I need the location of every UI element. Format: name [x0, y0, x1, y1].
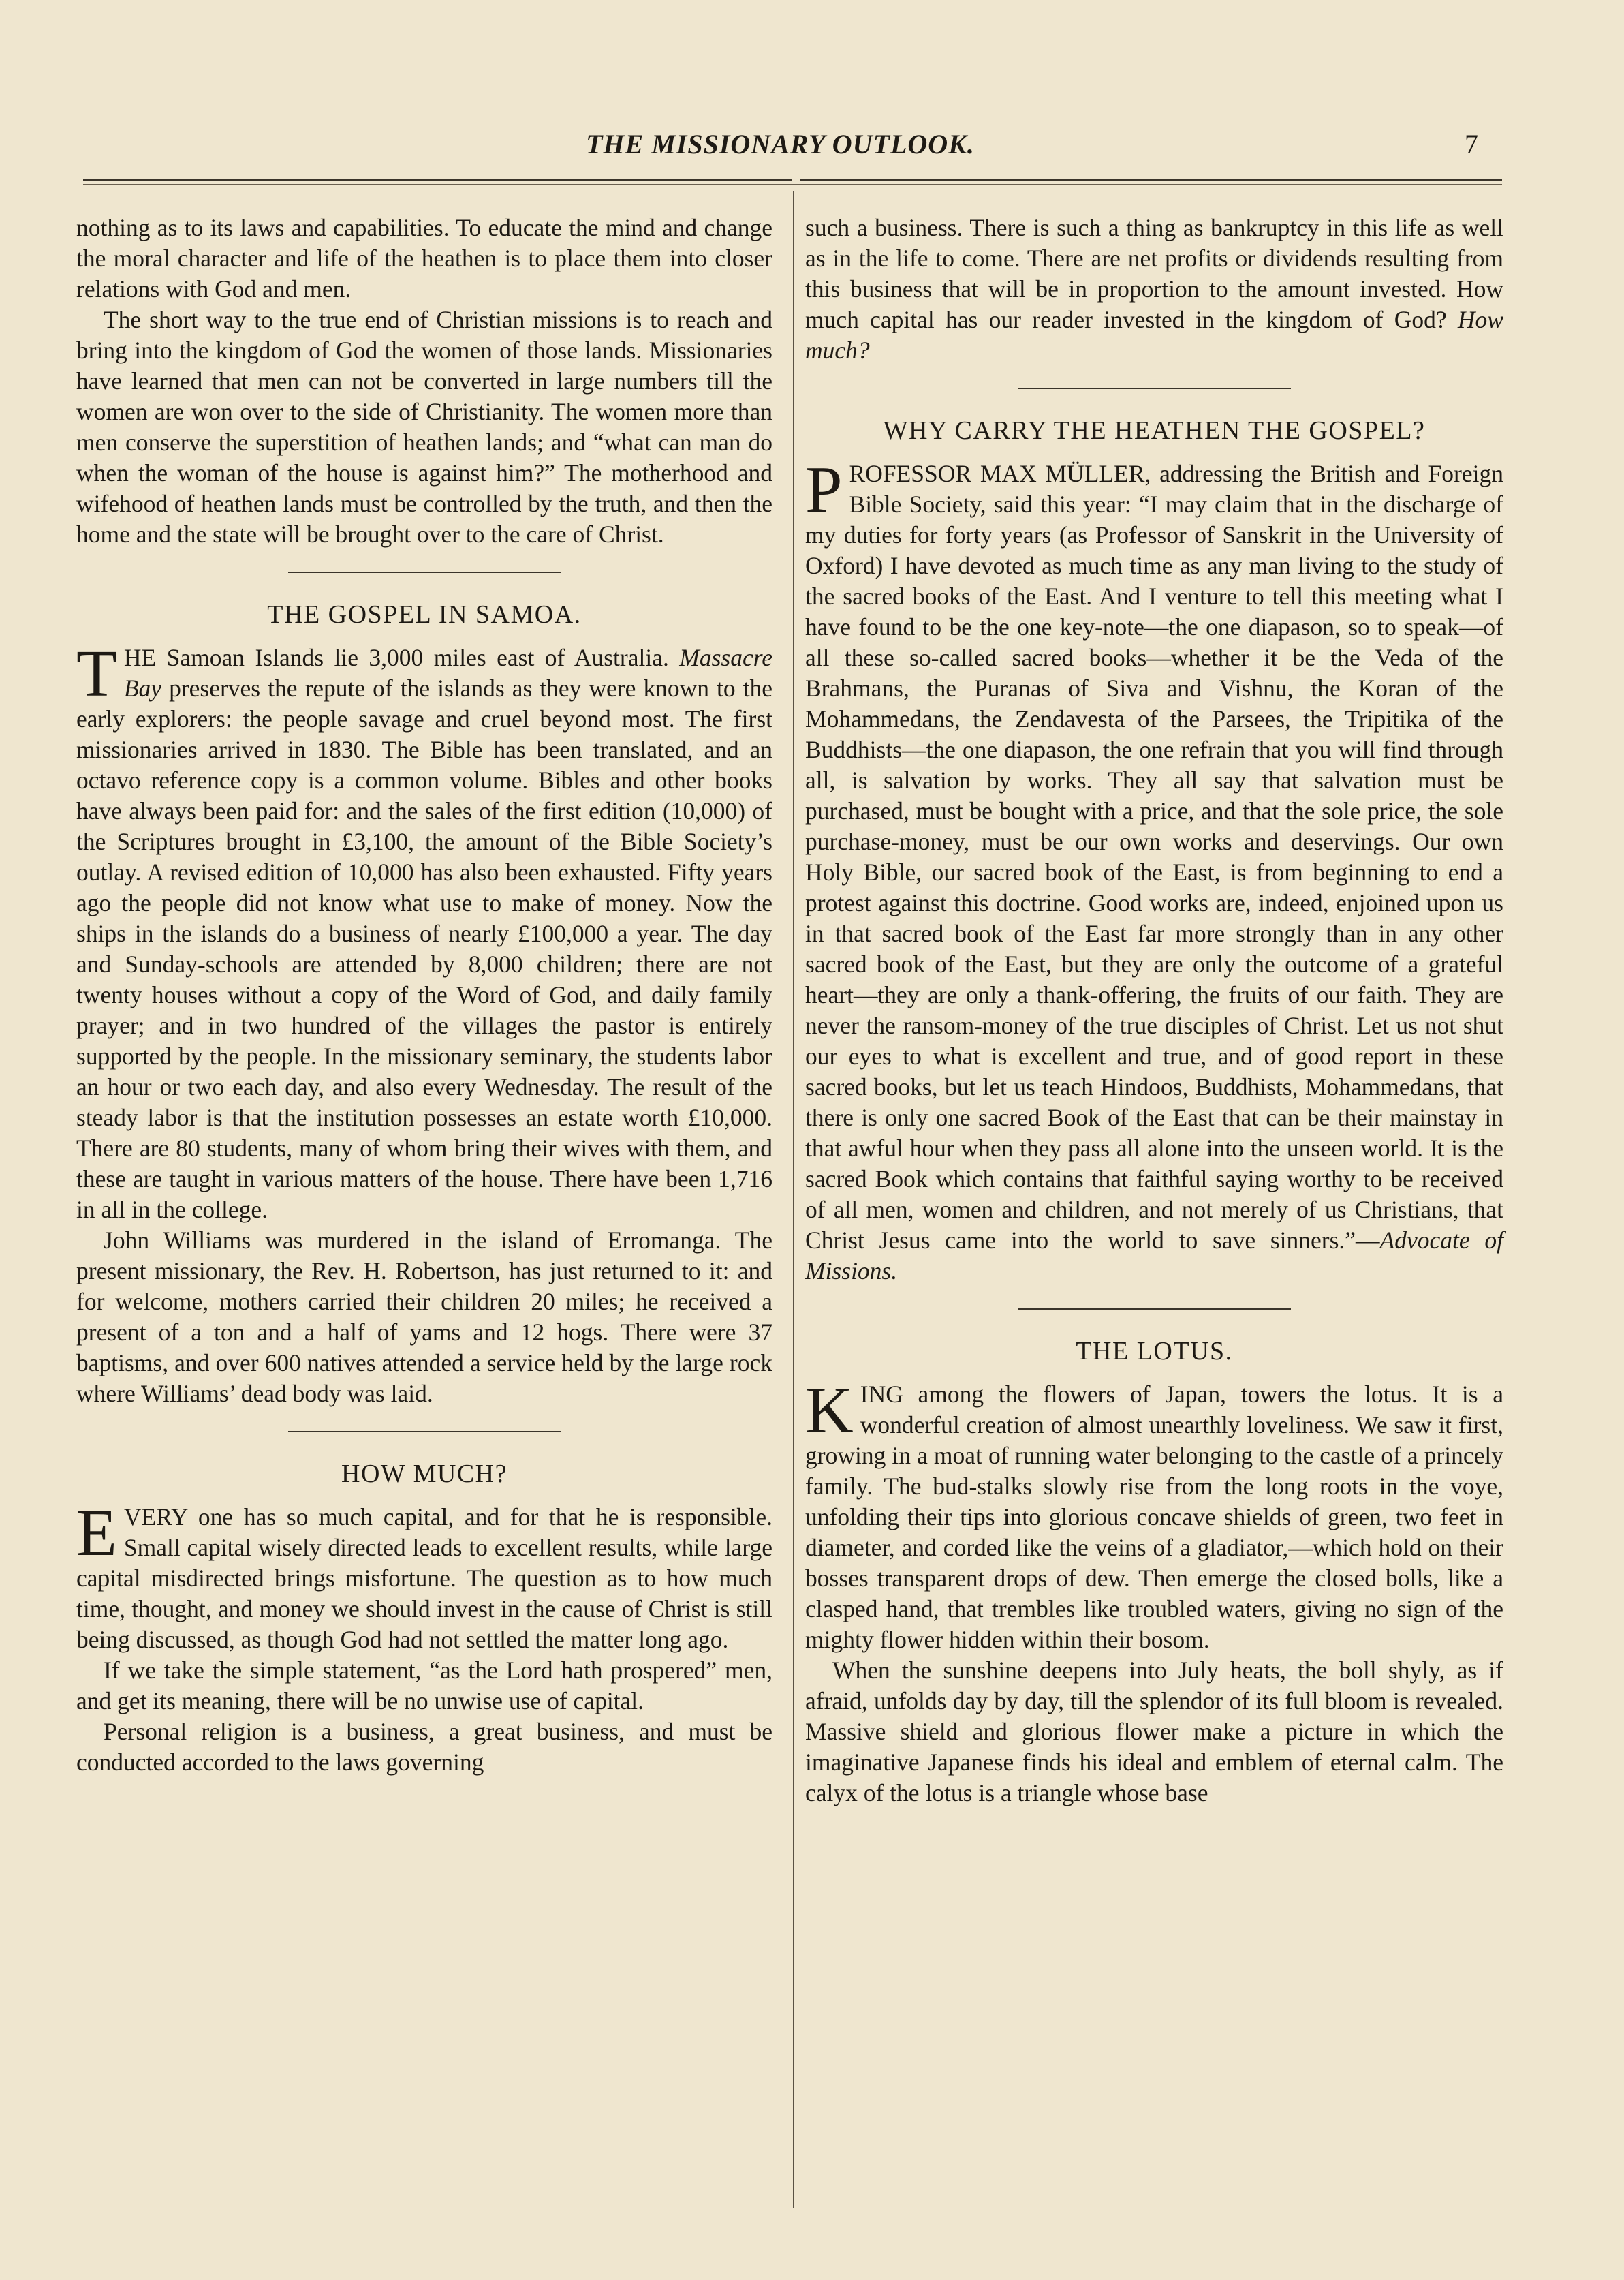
paragraph: The short way to the true end of Christian missions is to reach and bring into the kingdom of God the women of those lands. Missionaries have learned that men can not be converted in large numbers till the women are won over to the side of Christianity. The women more than men conserve the superstition of heathen lands; and “what can man do when the woman of the house is against him?” The motherhood and wifehood of heathen lands must be controlled by the truth, and then the home and the state will be brought over to the care of Christ.	[76, 306, 772, 548]
section-separator	[288, 1431, 561, 1432]
drop-cap: P	[805, 453, 843, 527]
drop-cap: T	[76, 637, 117, 711]
right-column	[805, 213, 1503, 1808]
section-heading-howmuch: HOW MUCH?	[341, 1460, 507, 1488]
paragraph: When the sunshine deepens into July heats, the boll shyly, as if afraid, unfolds day by day, till the splendor of its full bloom is revealed. Massive shield and glorious flower make a picture in which the imaginative Japanese finds his ideal and emblem of eternal calm. The calyx of the lotus is a triangle whose base	[805, 1657, 1503, 1806]
text-run: VERY one has so much capital, and for that he is responsible. Small capital wisely directed leads to excellent results, while large capital misdirected brings misfortune. The question as to how much time, thought, and money we should invest in the cause of Christ is still being discussed, as though God had not settled the matter long ago.	[76, 1503, 772, 1653]
page-number: 7	[1465, 129, 1478, 159]
paragraph	[76, 1496, 772, 1655]
column-divider	[793, 191, 794, 2208]
text-run: ING among the flowers of Japan, towers the lotus. It is a wonderful creation of almost unearthly loveliness. We saw it first, growing in a moat of running water belonging to the castle of a princely family. The bud-stalks slowly rise from the long roots in the voye, unfolding their tips into glorious concave shields of green, two feet in diameter, and corded like the veins of a gladiator,—which hold on their bosses transparent drops of dew. Then emerge the closed bolls, like a clasped hand, that trembles like troubled waters, giving no sign of the mighty flower hidden within their bosom.	[805, 1381, 1503, 1653]
header-rule-left	[83, 179, 792, 181]
section-heading-lotus: THE LOTUS.	[1076, 1337, 1233, 1366]
paragraph: Personal religion is a business, a great business, and must be conducted accorded to the laws governing	[76, 1718, 772, 1776]
drop-cap: E	[76, 1496, 117, 1570]
text-run: preserves the repute of the islands as they were known to the early explorers: the people savage and cruel beyond most. The first missionaries arrived in 1830. The Bible has been translated, and an octavo reference copy is a common volume. Bibles and other books have always been paid for: and the sales of the first edition (10,000) of the Scriptures brought in £3,100, the amount of the Bible Society’s outlay. A revised edition of 10,000 has also been exhausted. Fifty years ago the people did not know what use to make of money. Now the ships in the islands do a business of nearly £100,000 a year. The day and Sunday-schools are attended by 8,000 children; there are not twenty houses without a copy of the Word of God, and daily family prayer; and in two hundred of the villages the pastor is entirely supported by the people. In the missionary seminary, the students labor an hour or two each day, and also every Wednesday. The result of the steady labor is that the institution possesses an estate worth £10,000. There are 80 students, many of whom bring their wives with them, and these are taught in various matters of the house. There have been 1,716 in all in the college.	[76, 675, 772, 1223]
paragraph	[76, 637, 772, 1225]
text-run: ROFESSOR MAX MÜLLER, addressing the British and Foreign Bible Society, said this year: “I may claim that in the discharge of my duties for forty years (as Professor of Sanskrit in the University of Oxford) I have devoted as much time as any man living to the study of the sacred books of the East. And I venture to tell this meeting what I have found to be the one key-note—the one diapason, so to speak—of all these so-called sacred books—whether it be the Veda of the Brahmans, the Puranas of Siva and Vishnu, the Koran of the Mohammedans, the Zendavesta of the Parsees, the Tripitika of the Buddhists—the one diapason, the one refrain that you will find through all, is salvation by works. They all say that salvation must be purchased, must be bought with a price, and that the sole price, the sole purchase-money, must be our own works and deservings. Our own Holy Bible, our sacred book of the East, is from beginning to end a protest against this doctrine. Good works are, indeed, enjoined upon us in that sacred book of the East far more strongly than in any other sacred book of the East, but they are only the outcome of a grateful heart—they are only a thank-offering, the fruits of our faith. They are never the ransom-money of the true disciples of Christ. Let us not shut our eyes to what is excellent and true, and of good report in these sacred books, but let us teach Hindoos, Buddhists, Mohammedans, that there is only one sacred Book of the East that can be their mainstay in that awful hour when they pass all alone into the unseen world. It is the sacred Book which contains that faithful saying worthy to be received of all men, women and children, and not merely of us Christians, that Christ Jesus came into the world to save sinners.”—	[805, 460, 1503, 1254]
section-heading-samoa: THE GOSPEL IN SAMOA.	[267, 600, 582, 629]
section-separator	[1018, 388, 1291, 389]
paragraph: nothing as to its laws and capabilities. To educate the mind and change the moral character and life of the heathen is to place them into closer relations with God and men.	[76, 214, 772, 303]
section-separator	[1018, 1308, 1291, 1310]
header-rule-thin	[83, 184, 1502, 185]
paragraph	[805, 213, 1503, 366]
paragraph	[805, 1374, 1503, 1655]
drop-cap: K	[805, 1374, 854, 1447]
running-head: THE MISSIONARY OUTLOOK.	[586, 129, 975, 159]
section-heading-why: WHY CARRY THE HEATHEN THE GOSPEL?	[883, 416, 1426, 445]
text-run: such a business. There is such a thing as bankruptcy in this life as well as in the life to come. There are net profits or dividends resulting from this business that will be in proportion to the amount invested. How much capital has our reader invested in the kingdom of God?	[805, 214, 1503, 333]
italic-run: How much?	[805, 306, 1503, 364]
paragraph	[805, 453, 1503, 1287]
paragraph: If we take the simple statement, “as the Lord hath prospered” men, and get its meaning, there will be no unwise use of capital.	[76, 1657, 772, 1714]
header-rule-right	[800, 179, 1502, 181]
section-separator	[288, 572, 561, 573]
italic-run: Massacre Bay	[123, 644, 772, 702]
source-citation: Advocate of Missions.	[805, 1227, 1503, 1284]
paragraph: John Williams was murdered in the island of Erromanga. The present missionary, the Rev. H. Robertson, has just returned to it: and for welcome, mothers carried their children 20 miles; he received a present of a ton and a half of yams and 12 hogs. There were 37 baptisms, and over 600 natives attended a service held by the large rock where Williams’ dead body was laid.	[76, 1227, 772, 1407]
left-column	[76, 213, 772, 1778]
text-run: HE Samoan Islands lie 3,000 miles east of Australia.	[123, 644, 680, 671]
